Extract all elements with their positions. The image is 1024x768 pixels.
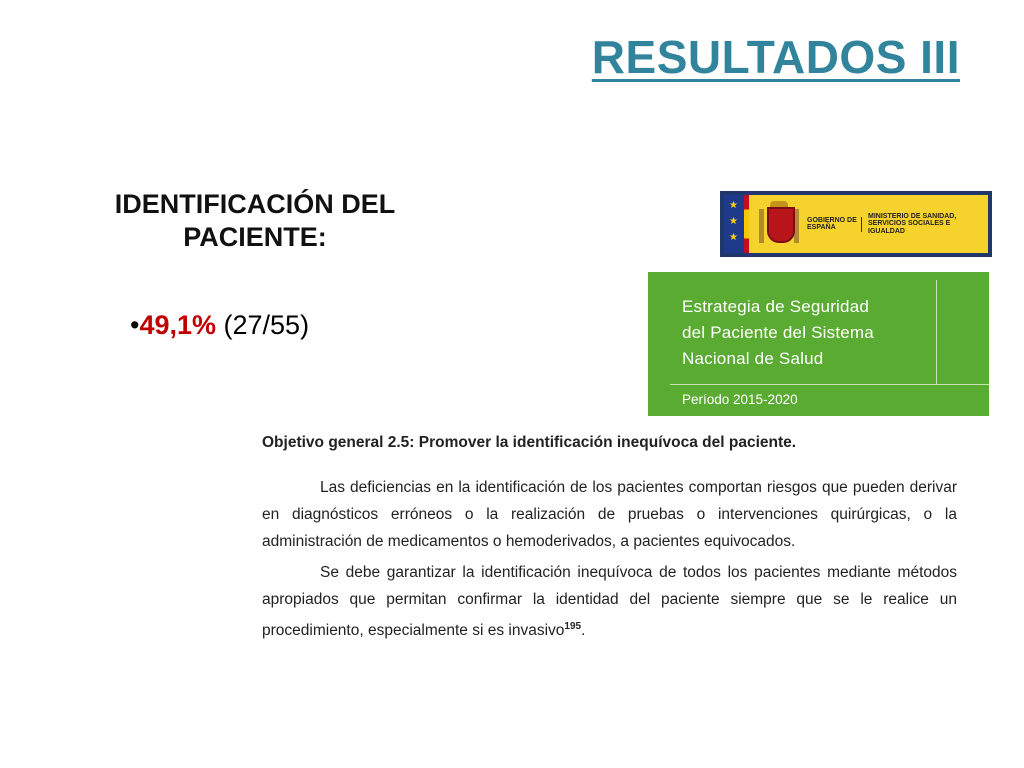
excerpt-paragraph: Las deficiencias en la identificación de los pacientes comportan riesgos que pueden derivar en diagnósticos erróneos o la realización de pruebas o intervenciones quirúrgicas, o la administración de medicamentos o hemoderivados, a pacientes equivocados. [262,479,957,550]
stat-fraction: (27/55) [216,310,310,340]
slide-title: RESULTADOS III [591,31,960,83]
stat-percent: 49,1% [139,310,217,340]
identification-summary [90,188,420,342]
coat-of-arms-icon [757,201,801,247]
strategy-title [682,294,936,372]
paragraph-text: Se debe garantizar la identificación inequívoca de todos los pacientes mediante métodos apropiados que permitan confirmar la identidad del paciente siempre que se le realice un procedimiento, especialmente si es invasivo [262,564,957,640]
objective-heading: Objetivo general 2.5: Promover la identificación inequívoca del paciente. [262,434,797,451]
section-subtitle: IDENTIFICACIÓN DEL PACIENTE: [114,189,396,252]
identification-stat [90,309,420,342]
eu-flag-icon: ★ ★ ★ [724,195,744,253]
objective-excerpt [262,434,957,648]
strategy-cover [648,272,989,416]
divider [936,280,937,384]
footnote-ref: 195 [564,621,582,632]
divider [670,384,989,385]
government-label: GOBIERNO DE ESPAÑA [807,217,862,232]
strategy-title-line: Nacional de Salud [682,349,824,368]
excerpt-paragraph [262,559,957,644]
strategy-title-line: Estrategia de Seguridad [682,297,870,316]
ministry-label: MINISTERIO DE SANIDAD, SERVICIOS SOCIALES E IGUALDAD [868,212,957,235]
paragraph-end: . [581,622,586,640]
strategy-title-line: del Paciente del Sistema [682,323,874,342]
strategy-period: Período 2015-2020 [682,392,798,407]
ministry-logo [720,191,992,257]
bullet: • [130,310,140,340]
